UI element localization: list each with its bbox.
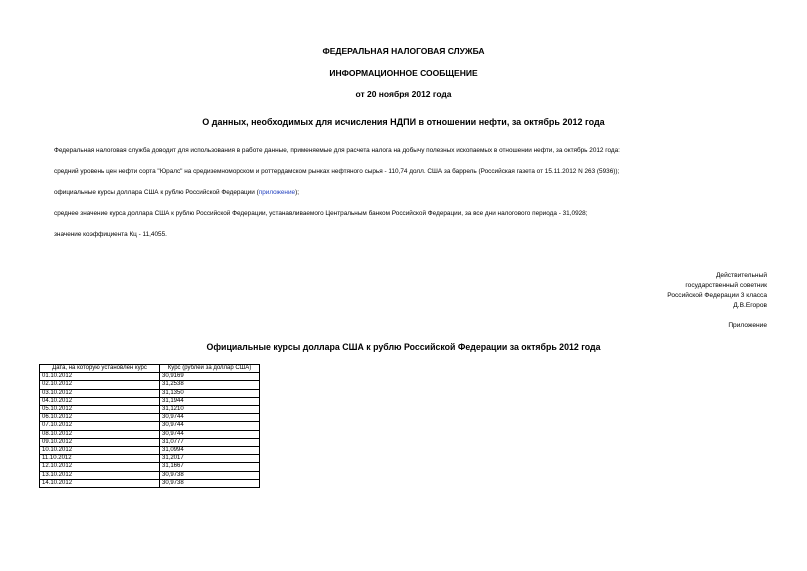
table-row [40,406,260,414]
table-header-row [40,365,260,373]
table-row [40,463,260,471]
oil-price-paragraph: средний уровень цен нефти сорта "Юралс" на средиземноморском и роттердамском рынках нефтяного сырья - 110,74 долл. США за баррель (Российская газета от 15.11.2012 N 263 (5936)); [54,168,620,175]
coefficient-paragraph: значение коэффициента Кц - 11,4055. [54,231,167,238]
rate-cell: 30,9744 [160,414,260,422]
date-cell: 06.10.2012 [40,414,160,422]
date-cell: 14.10.2012 [40,479,160,487]
appendix-title: Официальные курсы доллара США к рублю Российской Федерации за октябрь 2012 года [206,342,601,352]
intro-paragraph: Федеральная налоговая служба доводит для использования в работе данные, применяемые для расчета налога на добычу полезных ископаемых в отношении нефти, за октябрь 2012 года: [54,147,620,154]
table-row [40,479,260,487]
agency-title: ФЕДЕРАЛЬНАЯ НАЛОГОВАЯ СЛУЖБА [322,46,485,56]
date-cell: 01.10.2012 [40,373,160,381]
column-header-date: Дата, на которую установлен курс [40,365,160,373]
rate-cell: 30,9738 [160,471,260,479]
date-cell: 03.10.2012 [40,389,160,397]
date-cell: 09.10.2012 [40,438,160,446]
document-date: от 20 ноября 2012 года [355,89,452,99]
table-row [40,430,260,438]
rate-cell: 31,1667 [160,463,260,471]
table-row [40,422,260,430]
rates-table [39,364,260,488]
signature-block [667,271,767,311]
signature-name: Д.В.Егоров [733,302,767,309]
date-cell: 04.10.2012 [40,397,160,405]
avg-rate-paragraph: среднее значение курса доллара США к рублю Российской Федерации, устанавливаемого Центральным банком Российской Федерации, за все дни налогового периода - 31,0928; [54,210,588,217]
date-cell: 08.10.2012 [40,430,160,438]
signature-line: Российской Федерации 3 класса [667,292,767,299]
table-row [40,455,260,463]
signature-line: Действительный [715,272,767,279]
table-row [40,471,260,479]
rate-cell: 31,1210 [160,406,260,414]
table-body [40,373,260,488]
signature-line: государственный советник [685,282,767,289]
table-row [40,447,260,455]
rate-cell: 31,0777 [160,438,260,446]
rate-cell: 30,9738 [160,479,260,487]
rate-cell: 31,2017 [160,455,260,463]
date-cell: 02.10.2012 [40,381,160,389]
table-row [40,381,260,389]
date-cell: 10.10.2012 [40,447,160,455]
date-cell: 07.10.2012 [40,422,160,430]
table-row [40,389,260,397]
rate-cell: 31,1944 [160,397,260,405]
date-cell: 11.10.2012 [40,455,160,463]
rate-cell: 30,9744 [160,422,260,430]
rate-cell: 31,2538 [160,381,260,389]
rates-paragraph [54,189,299,196]
table-row [40,414,260,422]
document-title: О данных, необходимых для исчисления НДПИ в отношении нефти, за октябрь 2012 года [202,117,605,127]
rate-cell: 31,0994 [160,447,260,455]
rates-text-before: официальные курсы доллара США к рублю Российской Федерации ( [54,189,259,196]
document-type: ИНФОРМАЦИОННОЕ СООБЩЕНИЕ [329,68,478,78]
rates-text-after: ); [295,189,299,196]
appendix-link[interactable]: приложение [258,189,296,196]
date-cell: 05.10.2012 [40,406,160,414]
rate-cell: 30,9744 [160,430,260,438]
column-header-rate: Курс (рублей за доллар США) [160,365,260,373]
appendix-label: Приложение [728,322,767,329]
date-cell: 12.10.2012 [40,463,160,471]
rate-cell: 31,1350 [160,389,260,397]
table-row [40,438,260,446]
rate-cell: 30,9169 [160,373,260,381]
table-row [40,373,260,381]
table-row [40,397,260,405]
date-cell: 13.10.2012 [40,471,160,479]
